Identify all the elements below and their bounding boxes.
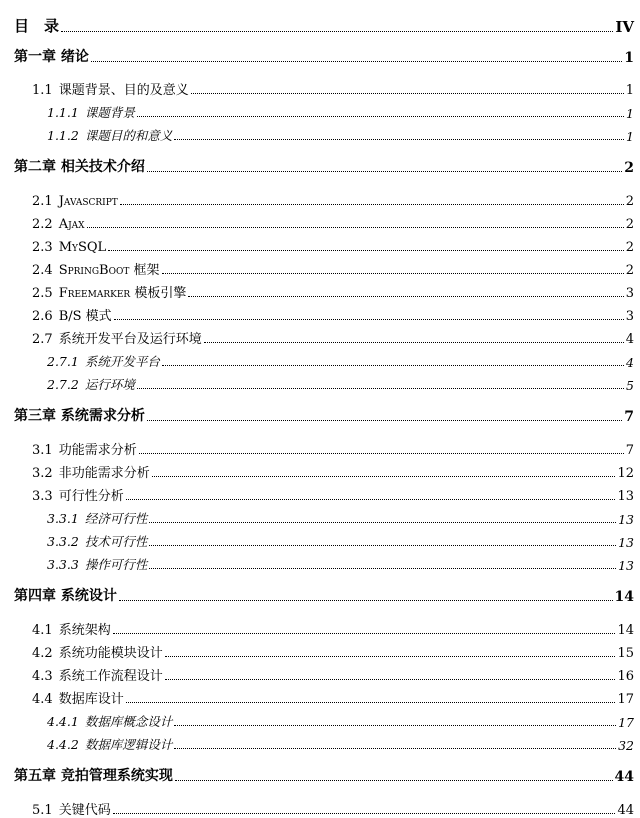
toc-entry-page: 5 xyxy=(626,378,634,393)
dot-leader xyxy=(108,249,624,251)
dot-leader xyxy=(126,701,616,703)
toc-entry-title xyxy=(32,799,111,818)
dot-leader xyxy=(165,678,616,680)
toc-entry-title xyxy=(14,46,89,66)
toc-entry-page: 2 xyxy=(625,263,634,278)
toc-entry-number: 4.4.1 xyxy=(47,714,79,729)
dot-leader xyxy=(147,170,622,172)
toc-section-row[interactable] xyxy=(14,327,634,347)
toc-subsection-row[interactable] xyxy=(14,124,634,144)
toc-entry-title xyxy=(14,585,117,605)
toc-entry-label: 操作可行性 xyxy=(84,557,148,572)
toc-entry-title xyxy=(47,375,135,393)
toc-entry-title xyxy=(32,79,189,98)
toc-entry-label: Freemarker 模板引擎 xyxy=(58,286,187,301)
toc-entry-title xyxy=(47,103,135,121)
dot-leader xyxy=(137,387,624,389)
toc-section-row[interactable] xyxy=(14,798,634,818)
toc-entry-number: 3.1 xyxy=(32,443,53,458)
toc-entry-number: 2.1 xyxy=(32,194,53,209)
toc-entry-page: 17 xyxy=(617,692,634,707)
toc-entry-page: 7 xyxy=(625,443,634,458)
toc-entry-label: Ajax xyxy=(58,217,85,232)
toc-entry-number: 3.3.3 xyxy=(47,557,79,572)
toc-entry-label: 课题背景 xyxy=(84,105,135,120)
toc-entry-title xyxy=(32,194,118,209)
dot-leader xyxy=(137,115,624,117)
toc-entry-title xyxy=(32,619,111,638)
toc-section-row[interactable] xyxy=(14,618,634,638)
dot-leader xyxy=(175,779,613,781)
toc-entry-page: 12 xyxy=(617,466,634,481)
toc-entry-label: 关键代码 xyxy=(58,803,111,818)
toc-entry-title xyxy=(32,642,163,661)
toc-entry-label: SpringBoot 框架 xyxy=(58,263,160,278)
toc-entry-page: 16 xyxy=(617,669,634,684)
toc-entry-label: B/S 模式 xyxy=(58,309,112,324)
toc-entry-number: 2.7 xyxy=(32,332,53,347)
toc-entry-label: 数据库概念设计 xyxy=(84,714,173,729)
toc-heading-row[interactable] xyxy=(14,14,634,36)
toc-section-row[interactable] xyxy=(14,461,634,481)
dot-leader xyxy=(147,419,622,421)
toc-section-row[interactable] xyxy=(14,212,634,232)
dot-leader xyxy=(149,521,616,523)
dot-leader xyxy=(174,747,616,749)
toc-entry-label: 运行环境 xyxy=(84,377,135,392)
toc-entry-page: 2 xyxy=(625,240,634,255)
toc-entry-page: 14 xyxy=(614,589,634,605)
dot-leader xyxy=(126,498,616,500)
toc-section-row[interactable] xyxy=(14,189,634,209)
toc-chapter-row[interactable] xyxy=(14,405,634,425)
toc-section-row[interactable] xyxy=(14,304,634,324)
dot-leader xyxy=(162,272,624,274)
toc-entry-title xyxy=(32,282,186,301)
toc-section-row[interactable] xyxy=(14,258,634,278)
toc-chapter-row[interactable] xyxy=(14,585,634,605)
toc-entry-label: 系统开发平台及运行环境 xyxy=(58,332,202,347)
toc-heading-page: IV xyxy=(615,18,634,36)
toc-subsection-row[interactable] xyxy=(14,530,634,550)
toc-entry-label: 系统功能模块设计 xyxy=(58,646,163,661)
toc-entry-page: 1 xyxy=(626,129,634,144)
toc-entry-page: 14 xyxy=(617,623,634,638)
toc-entry-title xyxy=(32,259,160,278)
toc-entry-title xyxy=(32,439,137,458)
toc-entry-title xyxy=(32,485,124,504)
toc-subsection-row[interactable] xyxy=(14,553,634,573)
toc-entry-title xyxy=(47,509,147,527)
toc-subsection-row[interactable] xyxy=(14,710,634,730)
toc-entry-label: 课题背景、目的及意义 xyxy=(58,83,189,98)
toc-entry-page: 13 xyxy=(618,512,634,527)
toc-entry-number: 2.3 xyxy=(32,240,53,255)
toc-entry-page: 13 xyxy=(618,558,634,573)
toc-entry-number: 1.1.2 xyxy=(47,128,79,143)
toc-entry-number: 1.1.1 xyxy=(47,105,79,120)
toc-subsection-row[interactable] xyxy=(14,507,634,527)
dot-leader xyxy=(119,599,613,601)
toc-section-row[interactable] xyxy=(14,484,634,504)
toc-entry-title xyxy=(47,532,147,550)
toc-entry-number: 2.6 xyxy=(32,309,53,324)
toc-entry-label: 第一章 绪论 xyxy=(14,49,89,65)
toc-entry-number: 4.4.2 xyxy=(47,737,79,752)
toc-entry-title xyxy=(32,328,202,347)
dot-leader xyxy=(149,567,616,569)
toc-section-row[interactable] xyxy=(14,687,634,707)
toc-entry-page: 2 xyxy=(625,194,634,209)
toc-entry-page: 44 xyxy=(614,769,634,785)
dot-leader xyxy=(61,30,613,32)
toc-entry-page: 17 xyxy=(618,715,634,730)
toc-entry-title xyxy=(47,555,147,573)
toc-entry-number: 4.1 xyxy=(32,623,53,638)
dot-leader xyxy=(191,92,624,94)
toc-entry-title xyxy=(47,735,172,753)
toc-entry-number: 2.4 xyxy=(32,263,53,278)
toc-page xyxy=(14,0,634,816)
toc-entry-number: 2.5 xyxy=(32,286,53,301)
toc-entry-page: 1 xyxy=(624,50,634,66)
toc-entry-title xyxy=(32,217,85,232)
toc-entry-title xyxy=(32,665,163,684)
toc-entry-title xyxy=(32,240,106,255)
toc-entry-page: 4 xyxy=(626,355,634,370)
toc-entry-page: 15 xyxy=(617,646,634,661)
toc-entry-number: 4.4 xyxy=(32,692,53,707)
toc-heading-title: 目 录 xyxy=(14,17,60,35)
dot-leader xyxy=(139,452,624,454)
toc-entry-page: 44 xyxy=(617,803,634,818)
toc-entry-label: 经济可行性 xyxy=(84,511,148,526)
toc-entry-number: 3.3 xyxy=(32,489,53,504)
toc-entry-title xyxy=(47,126,172,144)
toc-entry-title xyxy=(14,405,145,425)
toc-entry-page: 13 xyxy=(618,535,634,550)
toc-section-row[interactable] xyxy=(14,664,634,684)
toc-subsection-row[interactable] xyxy=(14,350,634,370)
toc-entry-title xyxy=(47,352,160,370)
toc-entry-title xyxy=(14,765,173,785)
dot-leader xyxy=(113,632,616,634)
toc-subsection-row[interactable] xyxy=(14,101,634,121)
dot-leader xyxy=(114,318,624,320)
dot-leader xyxy=(87,226,624,228)
toc-entry-label: 技术可行性 xyxy=(84,534,148,549)
toc-entry-title xyxy=(47,712,172,730)
toc-entry-title xyxy=(32,462,150,481)
toc-entry-label: 非功能需求分析 xyxy=(58,466,150,481)
toc-subsection-row[interactable] xyxy=(14,373,634,393)
toc-entry-label: 课题目的和意义 xyxy=(84,128,173,143)
dot-leader xyxy=(152,475,616,477)
dot-leader xyxy=(204,341,624,343)
toc-entry-title xyxy=(32,305,112,324)
toc-section-row[interactable] xyxy=(14,281,634,301)
dot-leader xyxy=(120,203,624,205)
toc-entry-number: 3.3.2 xyxy=(47,534,79,549)
dot-leader xyxy=(91,60,622,62)
toc-entry-page: 3 xyxy=(625,309,634,324)
toc-entry-label: 系统架构 xyxy=(58,623,111,638)
toc-entry-number: 3.3.1 xyxy=(47,511,79,526)
toc-entry-label: 数据库设计 xyxy=(58,692,124,707)
toc-entry-number: 3.2 xyxy=(32,466,53,481)
dot-leader xyxy=(113,812,616,814)
toc-entry-label: 功能需求分析 xyxy=(58,443,137,458)
toc-entry-number: 1.1 xyxy=(32,83,53,98)
toc-entry-number: 2.7.2 xyxy=(47,377,79,392)
toc-entry-label: 第五章 竞拍管理系统实现 xyxy=(14,768,173,784)
dot-leader xyxy=(165,655,616,657)
toc-entry-label: 第二章 相关技术介绍 xyxy=(14,159,145,175)
toc-entry-page: 1 xyxy=(626,106,634,121)
toc-section-row[interactable] xyxy=(14,235,634,255)
toc-entry-number: 4.3 xyxy=(32,669,53,684)
toc-entry-number: 2.7.1 xyxy=(47,354,79,369)
toc-entry-page: 3 xyxy=(625,286,634,301)
toc-entry-page: 13 xyxy=(617,489,634,504)
toc-entry-page: 7 xyxy=(624,409,634,425)
toc-entry-page: 2 xyxy=(625,217,634,232)
toc-entry-label: 系统工作流程设计 xyxy=(58,669,163,684)
toc-entry-page: 2 xyxy=(624,160,634,176)
toc-chapter-row[interactable] xyxy=(14,156,634,176)
toc-entry-label: 可行性分析 xyxy=(58,489,124,504)
toc-subsection-row[interactable] xyxy=(14,733,634,753)
dot-leader xyxy=(149,544,616,546)
toc-entry-title xyxy=(32,688,124,707)
toc-entry-label: 第三章 系统需求分析 xyxy=(14,408,145,424)
toc-section-row[interactable] xyxy=(14,78,634,98)
dot-leader xyxy=(174,724,616,726)
toc-entry-page: 1 xyxy=(625,83,634,98)
toc-entry-label: 数据库逻辑设计 xyxy=(84,737,173,752)
toc-section-row[interactable] xyxy=(14,438,634,458)
toc-entry-number: 2.2 xyxy=(32,217,53,232)
toc-chapter-row[interactable] xyxy=(14,765,634,785)
dot-leader xyxy=(162,364,624,366)
toc-entry-page: 4 xyxy=(625,332,634,347)
toc-entry-label: 系统开发平台 xyxy=(84,354,160,369)
toc-section-row[interactable] xyxy=(14,641,634,661)
toc-chapter-row[interactable] xyxy=(14,46,634,66)
toc-entry-title xyxy=(14,156,145,176)
toc-entry-label: Javascript xyxy=(58,194,118,209)
toc-entry-page: 32 xyxy=(618,738,634,753)
dot-leader xyxy=(188,295,623,297)
toc-entry-label: MySQL xyxy=(58,240,107,255)
toc-entry-number: 5.1 xyxy=(32,803,53,818)
dot-leader xyxy=(174,138,624,140)
toc-entry-number: 4.2 xyxy=(32,646,53,661)
toc-entry-label: 第四章 系统设计 xyxy=(14,588,117,604)
